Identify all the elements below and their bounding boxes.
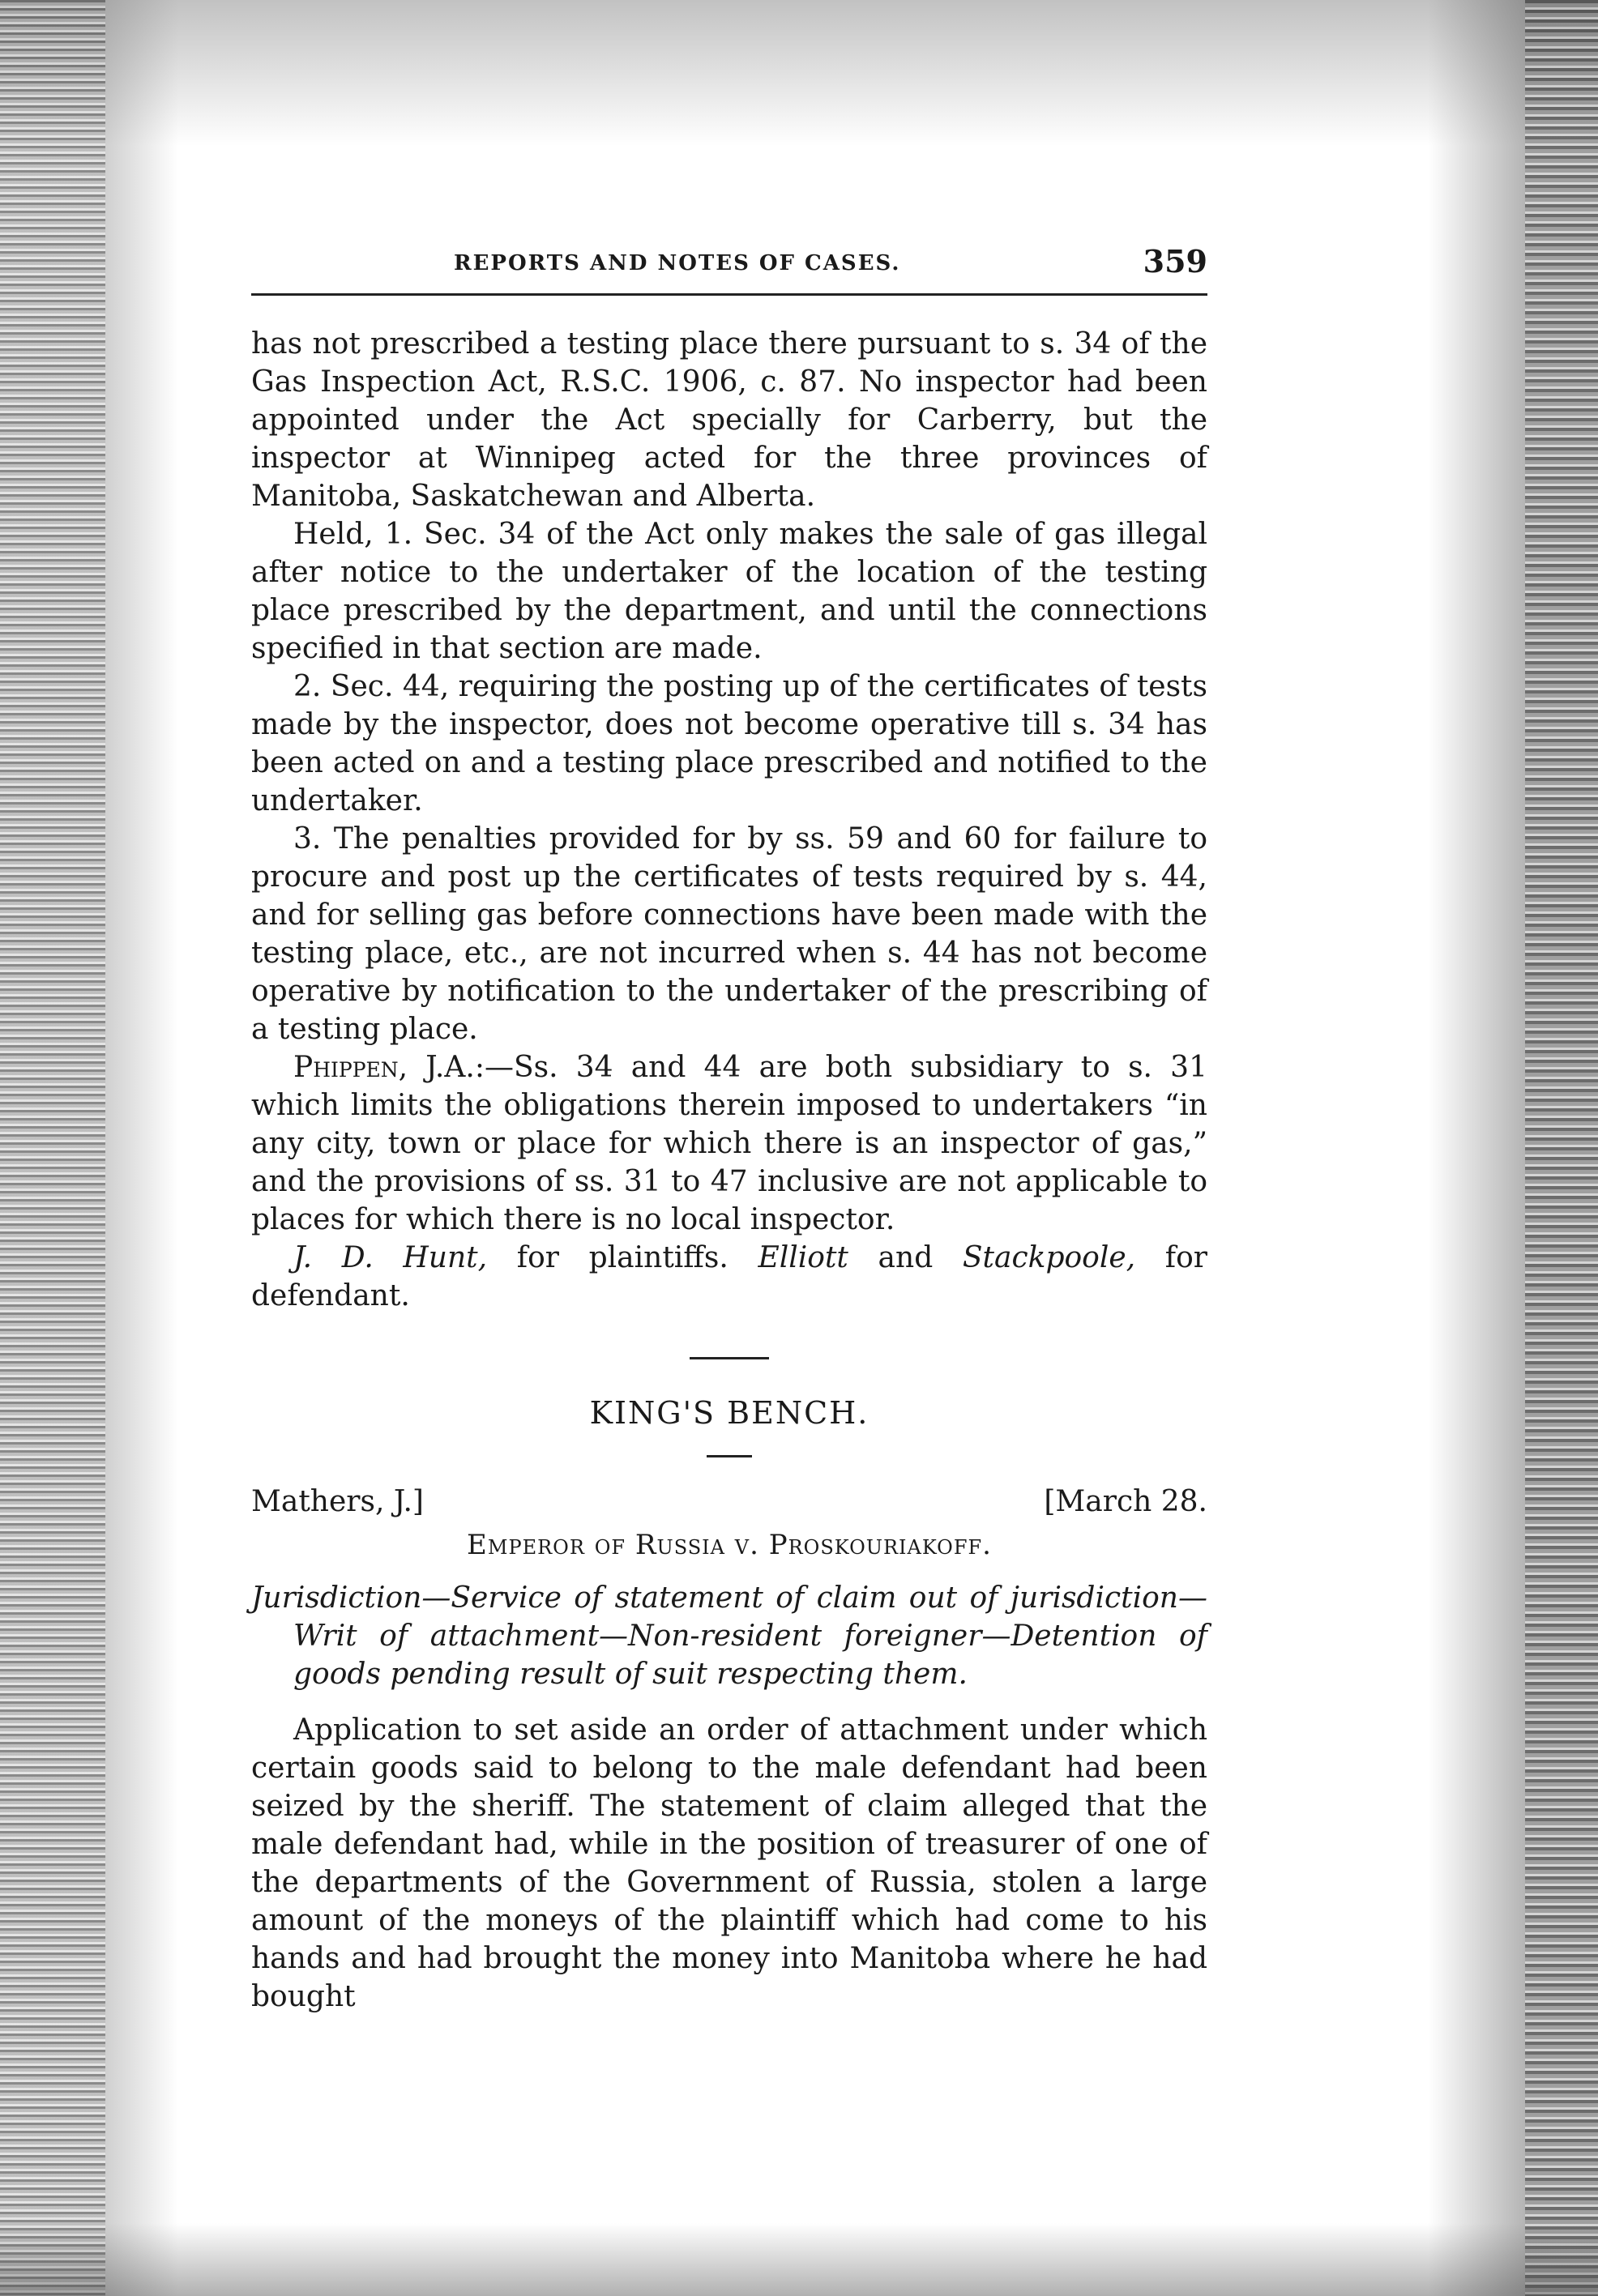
counsel-and: and (848, 1241, 963, 1274)
paragraph-held-3: 3. The penalties provided for by ss. 59 and 60 for failure to procure and post up the certificates of tests required by s. 44, and for selling gas before connections have been made with the testing place, etc., are not incurred when s. 44 has not become operative by notification to the undertaker of the prescribing of a testing place. (251, 822, 1207, 1046)
defendant-counsel-1: Elliott (758, 1241, 848, 1274)
page-number: 359 (1143, 243, 1207, 280)
running-head-title: REPORTS AND NOTES OF CASES. (454, 251, 901, 275)
paragraph-held-1: Held, 1. Sec. 34 of the Act only makes the sale of gas illegal after notice to the undertaker of the location of the testing place prescribed by the department, and until the connections specified in that section are made. (251, 518, 1207, 665)
paragraph-phippen (251, 1048, 1207, 1239)
scan-shadow-bottom (0, 2223, 1598, 2296)
paragraph-held-2: 2. Sec. 44, requiring the posting up of the certificates of tests made by the inspector, does not become operative till s. 34 has been acted on and a testing place prescribed and notified to the undertaker. (251, 670, 1207, 817)
paragraph-continuation: has not prescribed a testing place there pursuant to s. 34 of the Gas Inspection Act, R.S.C. 1906, c. 87. No inspector had been appointed under the Act specially for Carberry, but the inspector at Winnipeg acted for the three provinces of Manitoba, Saskatchewan and Alberta. (251, 327, 1207, 513)
scan-shadow-right (1428, 0, 1525, 2296)
heading-separator (707, 1455, 752, 1457)
judge-date-line (251, 1485, 1207, 1524)
judge-name: Phippen, J.A. (293, 1051, 475, 1084)
section-heading: KING'S BENCH. (589, 1395, 870, 1431)
scan-edge-left (0, 0, 105, 2296)
headnote: Jurisdiction—Service of statement of claim out of jurisdiction—Writ of attachment—Non-resident foreigner—Detention of goods pending result of suit respecting them. (251, 1581, 1207, 1691)
phippen-text: :—Ss. 34 and 44 are both subsidiary to s. 31 which limits the obligations therein imposed to undertakers “in any city, town or place for which there is an inspector of gas,” and the provisions of ss. 31 to 47 inclusive are not applicable to places for which there is no local inspector. (251, 1051, 1207, 1236)
scan-shadow-top (0, 0, 1598, 146)
case-body: Application to set aside an order of attachment under which certain goods said to belong to the male defendant had been seized by the sheriff. The statement of claim alleged that the male defendant had, while in the position of treasurer of one of the departments of the Government of Russia, stolen a large amount of the moneys of the plaintiff which had come to his hands and had brought the money into Manitoba where he had bought (251, 1713, 1207, 2013)
for-defendant: for defendant. (251, 1241, 1207, 1312)
document-page (251, 243, 1207, 2016)
scan-shadow-left (105, 0, 178, 2296)
scan-edge-right (1525, 0, 1598, 2296)
judge: Mathers, J.] (251, 1485, 424, 1518)
for-plaintiffs: for plaintiffs. (487, 1241, 758, 1274)
decision-date: [March 28. (1044, 1485, 1207, 1518)
plaintiff-counsel: J. D. Hunt, (293, 1241, 488, 1274)
header-rule (251, 293, 1207, 296)
paragraph-counsel (251, 1239, 1207, 1315)
section-separator (690, 1357, 769, 1359)
case-title: Emperor of Russia v. Proskouriakoff. (467, 1529, 992, 1561)
running-head (251, 243, 1207, 284)
defendant-counsel-2: Stackpoole, (962, 1241, 1136, 1274)
